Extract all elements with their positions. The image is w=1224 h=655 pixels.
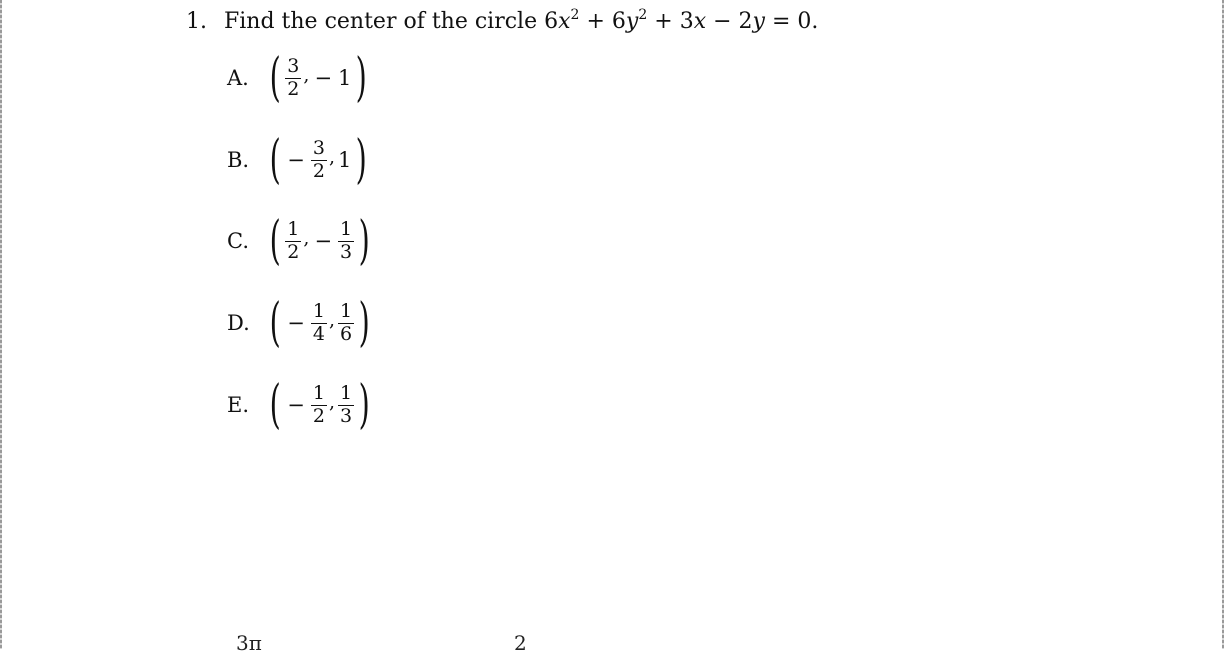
fraction: $\frac{1}{3}$ <box>340 381 353 427</box>
choice-expression: ( $\frac{3}{2}$ , − 1 ) <box>269 48 368 108</box>
choice-e[interactable] <box>227 373 372 437</box>
choice-letter: C. <box>227 229 249 253</box>
choice-letter: B. <box>227 148 250 172</box>
fraction: $\frac{3}{2}$ <box>312 136 325 182</box>
choice-letter: D. <box>227 311 250 335</box>
next-question-fragment-right: 2 <box>514 631 527 655</box>
choice-a[interactable] <box>227 46 370 110</box>
fraction: $\frac{1}{3}$ <box>340 217 353 263</box>
next-question-fragment-left: 3π <box>236 631 262 655</box>
choice-d[interactable] <box>227 291 372 355</box>
fraction: $\frac{1}{6}$ <box>340 299 353 345</box>
choice-expression: ( $\frac{1}{2}$ , − $\frac{1}{3}$ ) <box>269 211 370 271</box>
fraction: $\frac{1}{2}$ <box>312 381 325 427</box>
question-1 <box>186 9 818 34</box>
choice-letter: E. <box>227 393 250 417</box>
choice-expression: ( − $\frac{1}{2}$ , $\frac{1}{3}$ ) <box>269 375 370 435</box>
fraction: $\frac{1}{2}$ <box>287 217 300 263</box>
fraction: $\frac{1}{4}$ <box>312 299 325 345</box>
choice-b[interactable] <box>227 128 370 192</box>
question-text: Find the center of the circle <box>224 9 538 34</box>
page-edge-left <box>0 0 2 649</box>
choice-c[interactable] <box>227 209 372 273</box>
choice-letter: A. <box>227 66 249 90</box>
choice-expression: ( − $\frac{3}{2}$ , 1 ) <box>269 130 368 190</box>
question-number: 1. <box>186 9 207 34</box>
choice-expression: ( − $\frac{1}{4}$ , $\frac{1}{6}$ ) <box>269 293 370 353</box>
fraction: $\frac{3}{2}$ <box>287 54 300 100</box>
question-equation: $6x^2 + 6y^2 + 3x - 2y = 0$. <box>544 7 819 34</box>
